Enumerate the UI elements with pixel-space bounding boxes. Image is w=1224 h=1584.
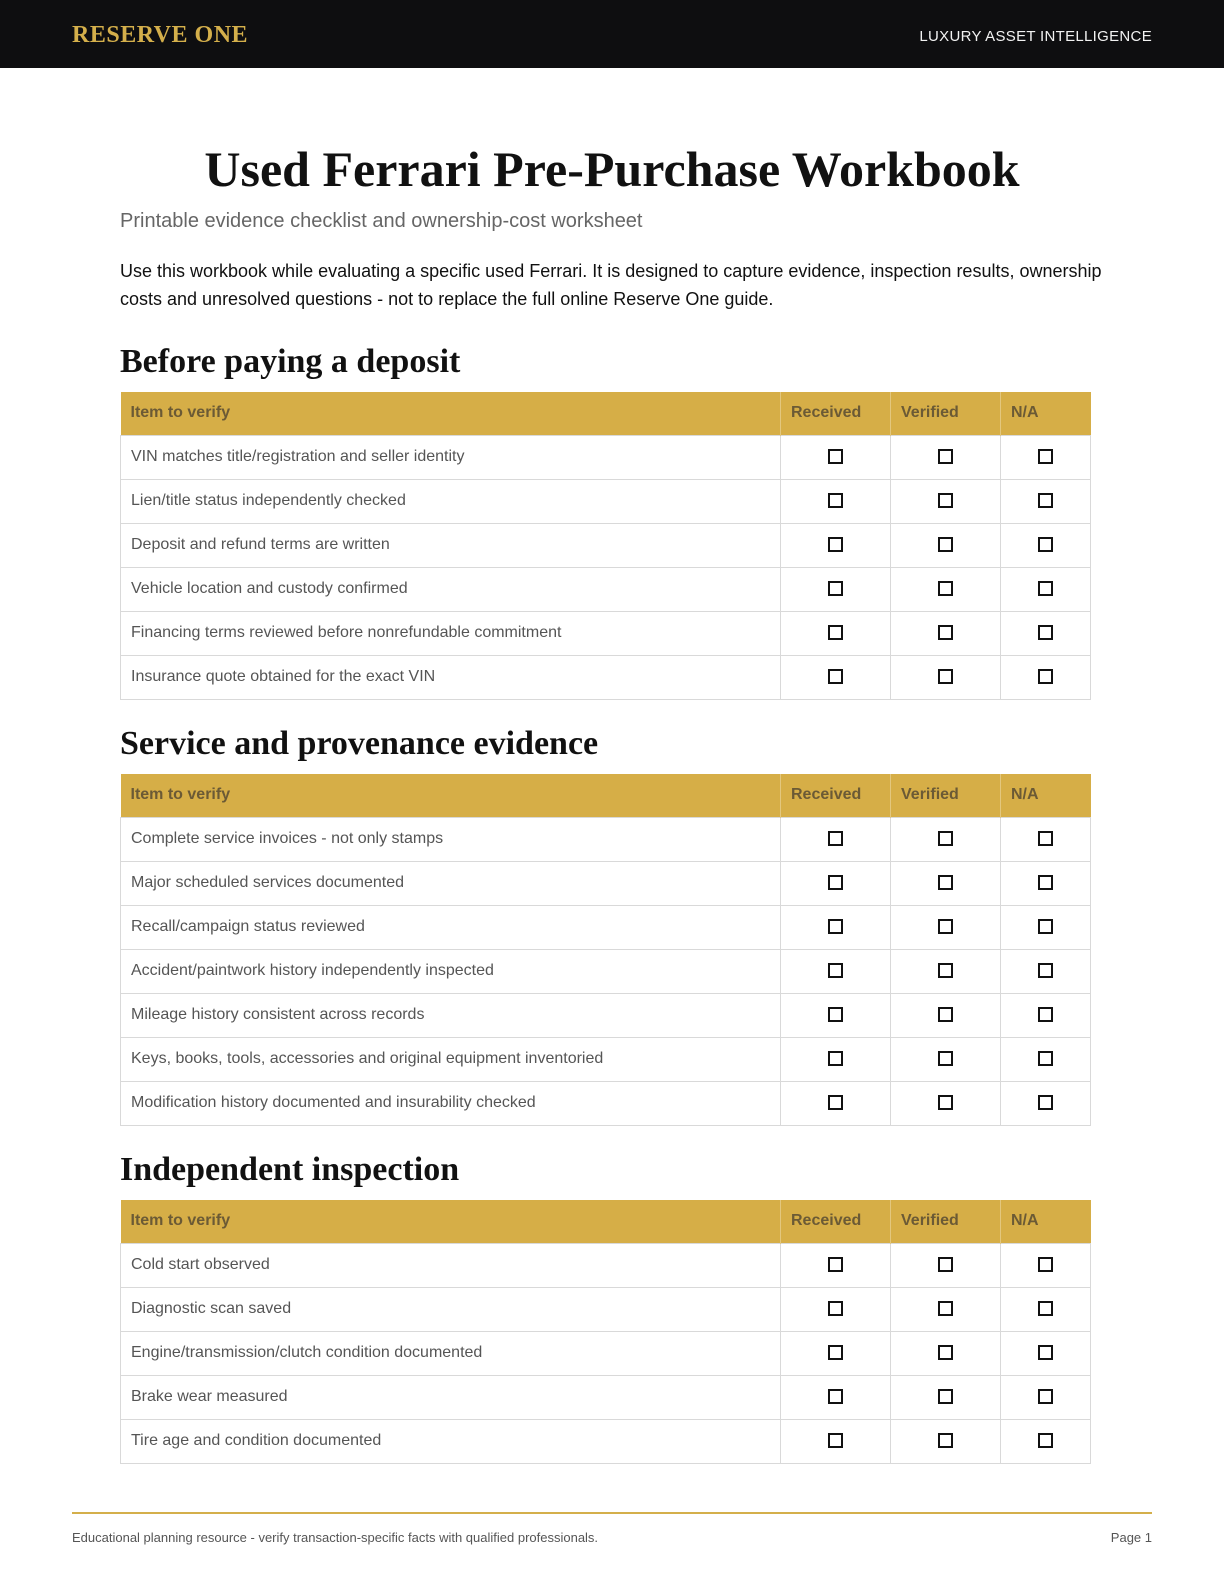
column-header: Item to verify [121, 1200, 781, 1243]
item-label: Modification history documented and insurability checked [121, 1081, 781, 1125]
received-cell [781, 1037, 891, 1081]
na-checkbox[interactable] [1038, 1007, 1053, 1022]
verified-cell [891, 1037, 1001, 1081]
received-checkbox[interactable] [828, 1051, 843, 1066]
na-checkbox[interactable] [1038, 669, 1053, 684]
item-label: Cold start observed [121, 1243, 781, 1287]
column-header: N/A [1001, 392, 1091, 435]
table-row [121, 1375, 1091, 1419]
item-label: Major scheduled services documented [121, 861, 781, 905]
verified-checkbox[interactable] [938, 1051, 953, 1066]
column-header: Item to verify [121, 774, 781, 817]
verified-checkbox[interactable] [938, 1389, 953, 1404]
item-label: Tire age and condition documented [121, 1419, 781, 1463]
table-row [121, 905, 1091, 949]
item-label: Complete service invoices - not only stamps [121, 817, 781, 861]
verified-cell [891, 993, 1001, 1037]
received-cell [781, 905, 891, 949]
footer-divider [72, 1512, 1152, 1514]
na-checkbox[interactable] [1038, 581, 1053, 596]
column-header: Verified [891, 1200, 1001, 1243]
table-header-row [121, 1200, 1091, 1243]
received-cell [781, 1331, 891, 1375]
table-header-row [121, 774, 1091, 817]
na-cell [1001, 523, 1091, 567]
received-cell [781, 611, 891, 655]
item-label: Financing terms reviewed before nonrefundable commitment [121, 611, 781, 655]
section-heading: Independent inspection [120, 1151, 460, 1188]
verified-cell [891, 567, 1001, 611]
verified-checkbox[interactable] [938, 1007, 953, 1022]
page-title: Used Ferrari Pre-Purchase Workbook [204, 141, 1020, 197]
verified-checkbox[interactable] [938, 449, 953, 464]
table-row [121, 1081, 1091, 1125]
verified-cell [891, 1375, 1001, 1419]
verified-cell [891, 1331, 1001, 1375]
table-row [121, 1419, 1091, 1463]
received-checkbox[interactable] [828, 963, 843, 978]
verified-cell [891, 949, 1001, 993]
na-cell [1001, 905, 1091, 949]
received-cell [781, 523, 891, 567]
table-row [121, 1331, 1091, 1375]
table-row [121, 611, 1091, 655]
na-checkbox[interactable] [1038, 1051, 1053, 1066]
na-checkbox[interactable] [1038, 1433, 1053, 1448]
column-header: Received [781, 392, 891, 435]
na-cell [1001, 479, 1091, 523]
table-row [121, 817, 1091, 861]
received-checkbox[interactable] [828, 1389, 843, 1404]
item-label: Mileage history consistent across records [121, 993, 781, 1037]
na-checkbox[interactable] [1038, 537, 1053, 552]
received-cell [781, 1243, 891, 1287]
checklist-table [120, 774, 1091, 1126]
item-label: Brake wear measured [121, 1375, 781, 1419]
checklist-table [120, 1200, 1091, 1464]
verified-cell [891, 1243, 1001, 1287]
na-cell [1001, 817, 1091, 861]
na-cell [1001, 655, 1091, 699]
received-cell [781, 655, 891, 699]
verified-cell [891, 479, 1001, 523]
verified-checkbox[interactable] [938, 669, 953, 684]
received-cell [781, 817, 891, 861]
na-cell [1001, 1375, 1091, 1419]
received-checkbox[interactable] [828, 875, 843, 890]
column-header: Received [781, 774, 891, 817]
received-checkbox[interactable] [828, 669, 843, 684]
na-cell [1001, 1331, 1091, 1375]
item-label: Engine/transmission/clutch condition documented [121, 1331, 781, 1375]
checklist-table [120, 392, 1091, 700]
table-row [121, 435, 1091, 479]
received-checkbox[interactable] [828, 581, 843, 596]
item-label: VIN matches title/registration and seller identity [121, 435, 781, 479]
verified-cell [891, 435, 1001, 479]
verified-checkbox[interactable] [938, 963, 953, 978]
received-cell [781, 861, 891, 905]
verified-checkbox[interactable] [938, 1345, 953, 1360]
table-header-row [121, 392, 1091, 435]
na-checkbox[interactable] [1038, 625, 1053, 640]
verified-cell [891, 655, 1001, 699]
na-checkbox[interactable] [1038, 449, 1053, 464]
verified-cell [891, 1419, 1001, 1463]
na-checkbox[interactable] [1038, 919, 1053, 934]
na-checkbox[interactable] [1038, 493, 1053, 508]
received-checkbox[interactable] [828, 1433, 843, 1448]
section-heading: Before paying a deposit [120, 343, 461, 380]
na-checkbox[interactable] [1038, 963, 1053, 978]
verified-cell [891, 523, 1001, 567]
verified-checkbox[interactable] [938, 1433, 953, 1448]
verified-cell [891, 861, 1001, 905]
na-cell [1001, 949, 1091, 993]
table-row [121, 523, 1091, 567]
intro-paragraph: Use this workbook while evaluating a specific used Ferrari. It is designed to capture evidence, inspection results, ownership costs and unresolved questions - not to replace the full online Reserve One guide. [120, 261, 1102, 309]
brand-logo-text: RESERVE ONE [72, 22, 249, 48]
item-label: Insurance quote obtained for the exact VIN [121, 655, 781, 699]
received-checkbox[interactable] [828, 1301, 843, 1316]
na-cell [1001, 611, 1091, 655]
item-label: Keys, books, tools, accessories and original equipment inventoried [121, 1037, 781, 1081]
header-tagline: LUXURY ASSET INTELLIGENCE [919, 28, 1152, 45]
received-checkbox[interactable] [828, 449, 843, 464]
top-bar [0, 0, 1224, 68]
table-row [121, 479, 1091, 523]
verified-checkbox[interactable] [938, 1095, 953, 1110]
received-checkbox[interactable] [828, 625, 843, 640]
verified-cell [891, 905, 1001, 949]
table-row [121, 949, 1091, 993]
received-checkbox[interactable] [828, 831, 843, 846]
verified-cell [891, 1287, 1001, 1331]
verified-cell [891, 611, 1001, 655]
item-label: Recall/campaign status reviewed [121, 905, 781, 949]
na-cell [1001, 1243, 1091, 1287]
na-checkbox[interactable] [1038, 1345, 1053, 1360]
na-cell [1001, 861, 1091, 905]
na-cell [1001, 1037, 1091, 1081]
section-independent-inspection [120, 1150, 1090, 1464]
received-cell [781, 1375, 891, 1419]
verified-checkbox[interactable] [938, 919, 953, 934]
section-before-deposit [120, 342, 1090, 700]
verified-checkbox[interactable] [938, 831, 953, 846]
footer-disclaimer: Educational planning resource - verify transaction-specific facts with qualified professionals. [72, 1530, 599, 1545]
received-checkbox[interactable] [828, 1257, 843, 1272]
item-label: Deposit and refund terms are written [121, 523, 781, 567]
table-row [121, 993, 1091, 1037]
na-cell [1001, 1287, 1091, 1331]
received-cell [781, 1287, 891, 1331]
received-cell [781, 993, 891, 1037]
page-number: Page 1 [1110, 1530, 1152, 1545]
item-label: Diagnostic scan saved [121, 1287, 781, 1331]
verified-checkbox[interactable] [938, 493, 953, 508]
na-checkbox[interactable] [1038, 1389, 1053, 1404]
received-cell [781, 435, 891, 479]
section-heading: Service and provenance evidence [120, 725, 599, 762]
verified-checkbox[interactable] [938, 875, 953, 890]
item-label: Vehicle location and custody confirmed [121, 567, 781, 611]
received-cell [781, 1419, 891, 1463]
table-row [121, 655, 1091, 699]
na-checkbox[interactable] [1038, 1257, 1053, 1272]
received-checkbox[interactable] [828, 493, 843, 508]
na-cell [1001, 993, 1091, 1037]
column-header: Received [781, 1200, 891, 1243]
received-cell [781, 567, 891, 611]
column-header: Item to verify [121, 392, 781, 435]
received-checkbox[interactable] [828, 1095, 843, 1110]
table-row [121, 861, 1091, 905]
table-row [121, 567, 1091, 611]
na-checkbox[interactable] [1038, 875, 1053, 890]
table-row [121, 1037, 1091, 1081]
table-row [121, 1287, 1091, 1331]
received-cell [781, 479, 891, 523]
received-checkbox[interactable] [828, 1007, 843, 1022]
na-cell [1001, 1081, 1091, 1125]
table-row [121, 1243, 1091, 1287]
section-service-provenance [120, 724, 1090, 1126]
verified-cell [891, 817, 1001, 861]
received-cell [781, 1081, 891, 1125]
verified-cell [891, 1081, 1001, 1125]
received-cell [781, 949, 891, 993]
item-label: Lien/title status independently checked [121, 479, 781, 523]
verified-checkbox[interactable] [938, 625, 953, 640]
column-header: Verified [891, 392, 1001, 435]
received-checkbox[interactable] [828, 919, 843, 934]
verified-checkbox[interactable] [938, 1257, 953, 1272]
page-subtitle: Printable evidence checklist and ownership-cost worksheet [120, 210, 643, 232]
na-cell [1001, 567, 1091, 611]
na-cell [1001, 1419, 1091, 1463]
column-header: N/A [1001, 774, 1091, 817]
na-checkbox[interactable] [1038, 1301, 1053, 1316]
received-checkbox[interactable] [828, 1345, 843, 1360]
verified-checkbox[interactable] [938, 537, 953, 552]
na-checkbox[interactable] [1038, 831, 1053, 846]
verified-checkbox[interactable] [938, 1301, 953, 1316]
na-cell [1001, 435, 1091, 479]
item-label: Accident/paintwork history independently inspected [121, 949, 781, 993]
column-header: N/A [1001, 1200, 1091, 1243]
na-checkbox[interactable] [1038, 1095, 1053, 1110]
column-header: Verified [891, 774, 1001, 817]
received-checkbox[interactable] [828, 537, 843, 552]
verified-checkbox[interactable] [938, 581, 953, 596]
